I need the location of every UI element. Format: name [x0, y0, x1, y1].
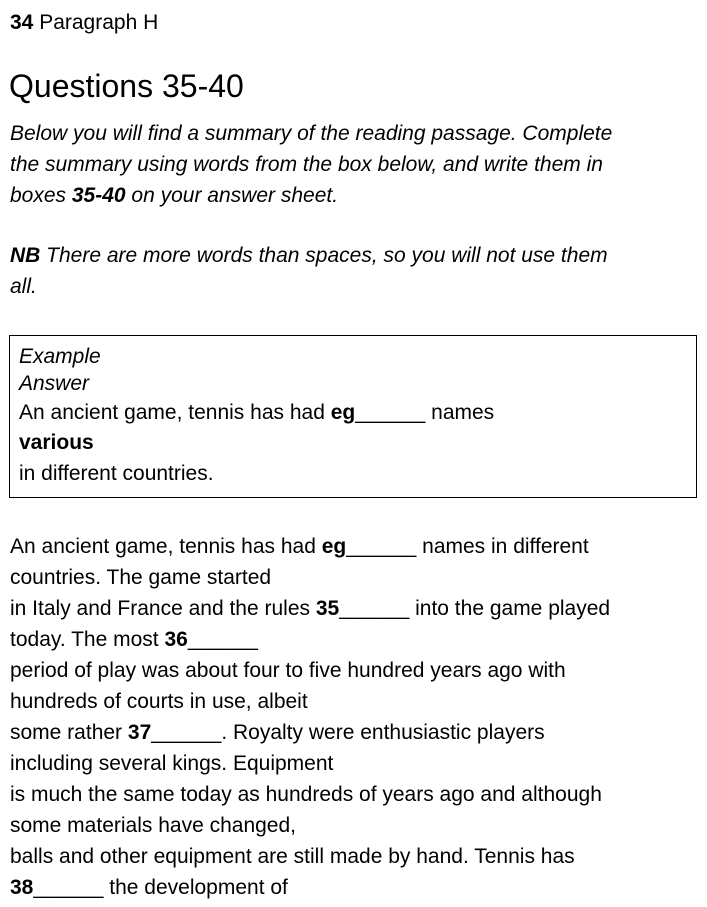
nb-line	[10, 240, 700, 271]
nb-line: all.	[10, 275, 37, 298]
gap-label: 35	[315, 597, 340, 620]
example-text: An ancient game, tennis has had	[19, 401, 331, 424]
question-number: 34	[10, 11, 34, 34]
summary-fragment: ______. Royalty were enthusiastic players	[151, 721, 545, 744]
example-text: ______ names	[355, 401, 495, 424]
example-answer: various	[19, 431, 94, 454]
summary-fragment: some rather	[10, 721, 128, 744]
summary-fragment: An ancient game, tennis has had	[10, 535, 322, 558]
example-sentence-end: in different countries.	[19, 462, 214, 485]
example-box	[9, 335, 697, 498]
summary-line	[10, 872, 700, 903]
summary-fragment: ______	[187, 628, 258, 651]
instructions	[10, 118, 700, 211]
summary-fragment: in Italy and France and the rules	[10, 597, 316, 620]
nb-label: NB	[10, 244, 41, 267]
summary-fragment: ______ names in different	[346, 535, 589, 558]
gap-label: eg	[330, 401, 356, 424]
summary-fragment: ______ into the game played	[339, 597, 611, 620]
instructions-line	[10, 180, 700, 211]
example-label: Example	[19, 345, 101, 368]
summary-line: balls and other equipment are still made by hand. Tennis has	[10, 845, 575, 868]
example-sentence	[19, 400, 494, 426]
answer-label: Answer	[19, 372, 90, 395]
summary-fragment: ______ the development of	[33, 876, 288, 899]
instructions-line: Below you will find a summary of the reading passage. Complete	[10, 122, 613, 145]
nb-note	[10, 240, 700, 302]
question-34-line	[10, 10, 158, 36]
nb-text: There are more words than spaces, so you will not use them	[40, 244, 608, 267]
summary-line	[10, 593, 700, 624]
summary-line: countries. The game started	[10, 566, 272, 589]
gap-label: 36	[164, 628, 188, 651]
gap-label: eg	[321, 535, 347, 558]
gap-label: 38	[10, 876, 34, 899]
summary-line: is much the same today as hundreds of years ago and although	[10, 783, 602, 806]
summary-line: including several kings. Equipment	[10, 752, 334, 775]
summary-line	[10, 531, 700, 562]
gap-label: 37	[127, 721, 152, 744]
summary-line: some materials have changed,	[10, 814, 296, 837]
instructions-text: on your answer sheet.	[125, 184, 339, 207]
summary-line	[10, 624, 700, 655]
section-title: Questions 35-40	[9, 68, 244, 104]
instructions-text: boxes	[10, 184, 72, 207]
summary-fragment: today. The most	[10, 628, 165, 651]
summary-line	[10, 717, 700, 748]
summary-text	[10, 531, 700, 903]
question-text: Paragraph H	[33, 11, 159, 34]
instructions-line: the summary using words from the box below, and write them in	[10, 153, 603, 176]
summary-line: hundreds of courts in use, albeit	[10, 690, 308, 713]
question-range: 35-40	[71, 184, 126, 207]
summary-line: period of play was about four to five hundred years ago with	[10, 659, 566, 682]
